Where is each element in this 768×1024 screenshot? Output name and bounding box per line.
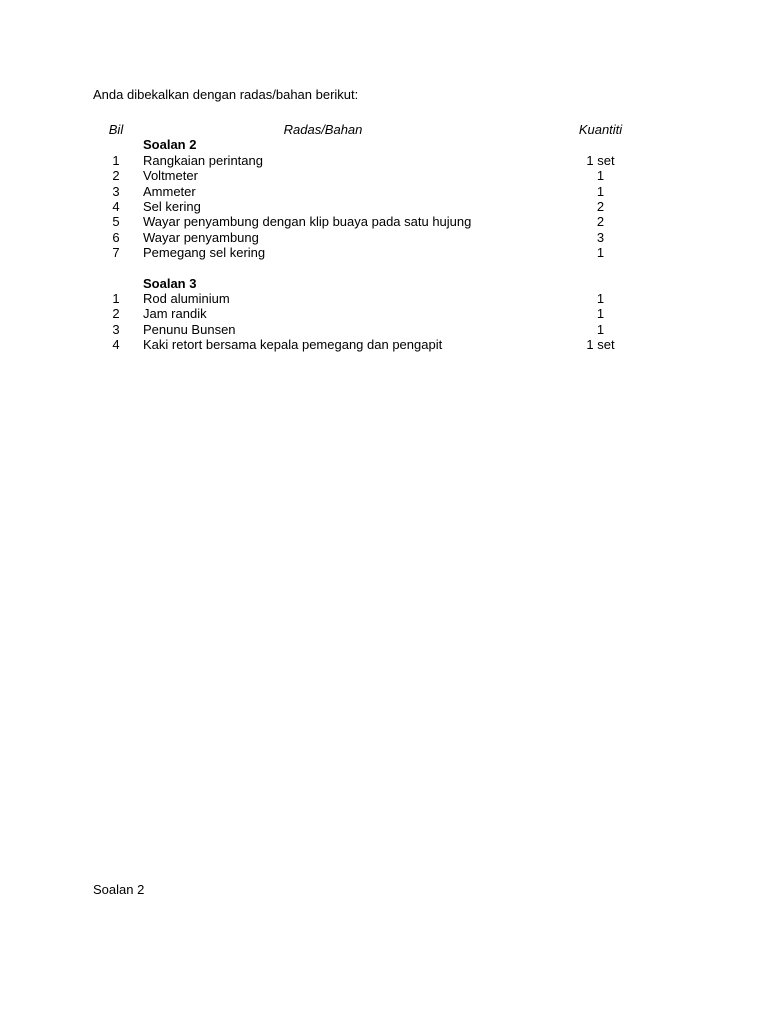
apparatus-table [93, 122, 653, 352]
table-row [93, 153, 653, 168]
table-row [93, 230, 653, 245]
row-qty: 1 [596, 183, 605, 199]
row-item: Jam randik [143, 306, 207, 322]
row-qty: 3 [596, 229, 605, 245]
header-qty: Kuantiti [578, 122, 623, 137]
row-item: Voltmeter [143, 168, 198, 184]
table-row [93, 214, 653, 229]
section-spacer [93, 261, 653, 276]
table-row [93, 291, 653, 306]
table-row [93, 322, 653, 337]
row-bil: 2 [112, 168, 120, 184]
row-item: Penunu Bunsen [143, 321, 236, 337]
header-bil: Bil [108, 122, 124, 137]
table-header-row [93, 122, 653, 137]
row-item: Wayar penyambung dengan klip buaya pada satu hujung [143, 214, 472, 230]
row-bil: 3 [112, 321, 120, 337]
row-bil: 3 [112, 183, 120, 199]
row-qty: 1 [596, 306, 605, 322]
row-bil: 1 [112, 152, 120, 168]
intro-text: Anda dibekalkan dengan radas/bahan berikut: [93, 87, 359, 102]
row-qty: 2 [596, 214, 605, 230]
table-row [93, 337, 653, 352]
row-item: Sel kering [143, 198, 201, 214]
section-title: Soalan 3 [143, 275, 197, 291]
table-row [93, 168, 653, 183]
row-bil: 4 [112, 198, 120, 214]
row-item: Rod aluminium [143, 290, 230, 306]
row-qty: 1 [596, 290, 605, 306]
table-row [93, 184, 653, 199]
row-item: Pemegang sel kering [143, 245, 266, 261]
section-title: Soalan 2 [143, 137, 197, 153]
table-row [93, 245, 653, 260]
row-qty: 2 [596, 198, 605, 214]
row-qty: 1 set [586, 152, 615, 168]
row-item: Rangkaian perintang [143, 152, 263, 168]
row-item: Kaki retort bersama kepala pemegang dan pengapit [143, 337, 443, 353]
row-bil: 2 [112, 306, 120, 322]
row-item: Wayar penyambung [143, 229, 259, 245]
row-bil: 5 [112, 214, 120, 230]
header-item: Radas/Bahan [283, 122, 363, 137]
section-title-row [93, 137, 653, 152]
row-qty: 1 [596, 168, 605, 184]
row-bil: 7 [112, 245, 120, 261]
footer-text: Soalan 2 [93, 882, 145, 897]
row-qty: 1 [596, 245, 605, 261]
row-bil: 1 [112, 290, 120, 306]
table-row [93, 199, 653, 214]
section-title-row [93, 276, 653, 291]
table-row [93, 306, 653, 321]
row-bil: 6 [112, 229, 120, 245]
row-bil: 4 [112, 337, 120, 353]
row-item: Ammeter [143, 183, 196, 199]
row-qty: 1 set [586, 337, 615, 353]
row-qty: 1 [596, 321, 605, 337]
